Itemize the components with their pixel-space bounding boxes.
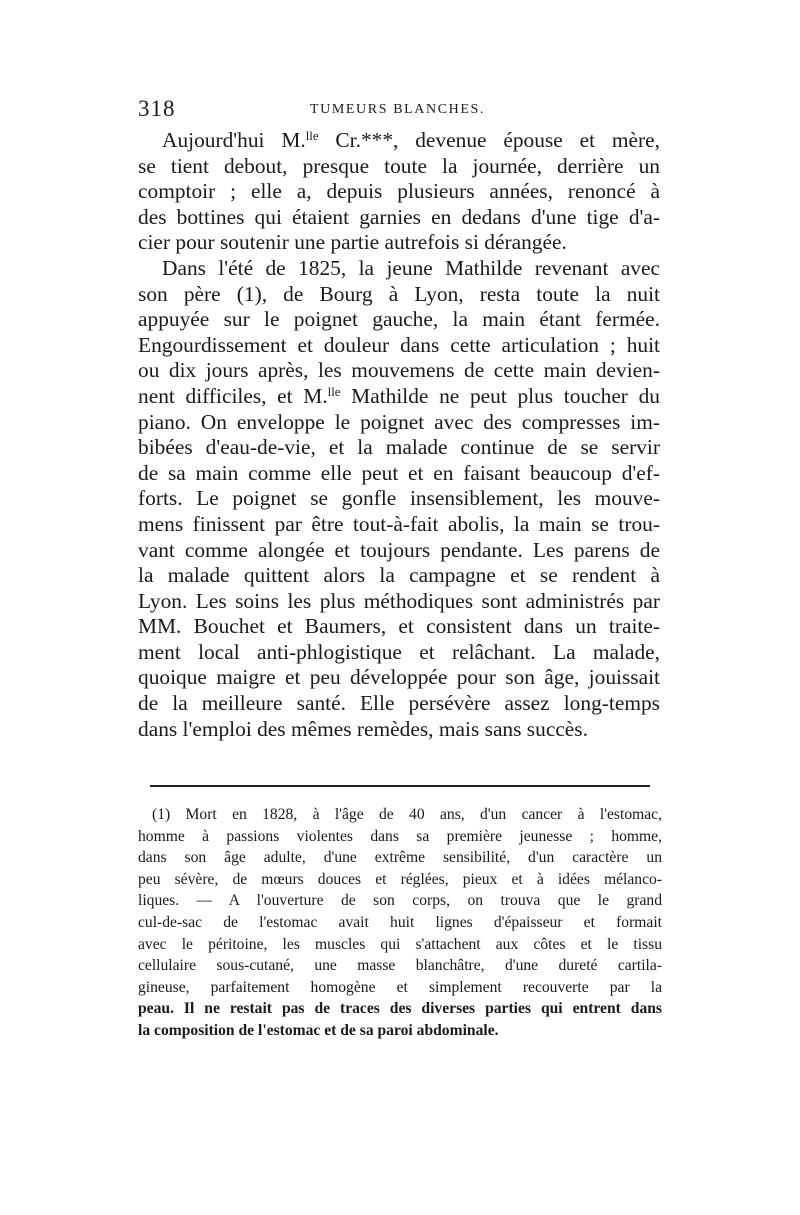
body-line: quoique maigre et peu développée pour son âge, jouissait: [138, 665, 660, 690]
body-line: des bottines qui étaient garnies en dedans d'une tige d'a-: [138, 204, 660, 229]
body-line: appuyée sur le poignet gauche, la main étant fermée.: [138, 307, 660, 332]
body-line: mens finissent par être tout-à-fait abolis, la main se trou-: [138, 511, 660, 536]
footnote-line: liques. — A l'ouverture de son corps, on trouva que le grand: [138, 892, 662, 910]
body-line: Dans l'été de 1825, la jeune Mathilde revenant avec: [162, 255, 660, 280]
body-line: Lyon. Les soins les plus méthodiques sont administrés par: [138, 588, 660, 613]
body-line: bibées d'eau-de-vie, et la malade continue de se servir: [138, 435, 660, 460]
body-line: comptoir ; elle a, depuis plusieurs années, renoncé à: [138, 179, 660, 204]
body-line: Engourdissement et douleur dans cette articulation ; huit: [138, 332, 660, 357]
body-line: de la meilleure santé. Elle persévère assez long-temps: [138, 691, 660, 716]
running-head: [138, 96, 668, 120]
page-number: 318: [138, 96, 176, 121]
body-line: dans l'emploi des mêmes remèdes, mais sans succès.: [138, 716, 588, 741]
body-line: se tient debout, presque toute la journée, derrière un: [138, 153, 660, 178]
body-line: son père (1), de Bourg à Lyon, resta toute la nuit: [138, 281, 660, 306]
footnote-line: la composition de l'estomac et de sa paroi abdominale.: [138, 1021, 499, 1039]
footnote-line: peu sévère, de mœurs douces et réglées, pieux et à idées mélanco-: [138, 870, 662, 888]
footnote-line: peau. Il ne restait pas de traces des diverses parties qui entrent dans: [138, 1000, 662, 1018]
body-line: MM. Bouchet et Baumers, et consistent dans un traite-: [138, 614, 660, 639]
footnote-line: dans son âge adulte, d'une extrême sensibilité, d'un caractère un: [138, 849, 662, 867]
footnote: [138, 804, 662, 1042]
body-line: cier pour soutenir une partie autrefois si dérangée.: [138, 230, 567, 255]
footnote-line: cul-de-sac de l'estomac avait huit lignes d'épaisseur et formait: [138, 913, 662, 931]
footnote-line: (1) Mort en 1828, à l'âge de 40 ans, d'un cancer à l'estomac,: [152, 806, 662, 823]
footnote-line: cellulaire sous-cutané, une masse blanchâtre, d'une dureté cartila-: [138, 957, 662, 975]
body-line: la malade quittent alors la campagne et se rendent à: [138, 563, 660, 588]
body-line: ment local anti-phlogistique et relâchant. La malade,: [138, 639, 660, 664]
running-title: TUMEURS BLANCHES.: [310, 102, 485, 117]
body-line: piano. On enveloppe le poignet avec des compresses im-: [138, 409, 660, 434]
body-line: Aujourd'hui M.$^{lle}$ Cr.***, devenue épouse et mère,: [162, 128, 660, 152]
footnote-divider: [150, 785, 650, 787]
body-line: vant comme alongée et toujours pendante. Les parens de: [138, 537, 660, 562]
body-line: ou dix jours après, les mouvemens de cette main devien-: [138, 358, 660, 383]
body-line: forts. Le poignet se gonfle insensiblement, les mouve-: [138, 486, 660, 511]
footnote-line: homme à passions violentes dans sa première jeunesse ; homme,: [138, 827, 662, 845]
body-line: nent difficiles, et M.$^{lle}$ Mathilde ne peut plus toucher du: [138, 383, 660, 408]
footnote-line: gineuse, parfaitement homogène et simplement recouverte par la: [138, 978, 662, 996]
footnote-line: avec le péritoine, les muscles qui s'attachent aux côtes et le tissu: [138, 935, 662, 953]
body-text: [138, 128, 660, 742]
body-line: de sa main comme elle peut et en faisant beaucoup d'ef-: [138, 460, 660, 485]
